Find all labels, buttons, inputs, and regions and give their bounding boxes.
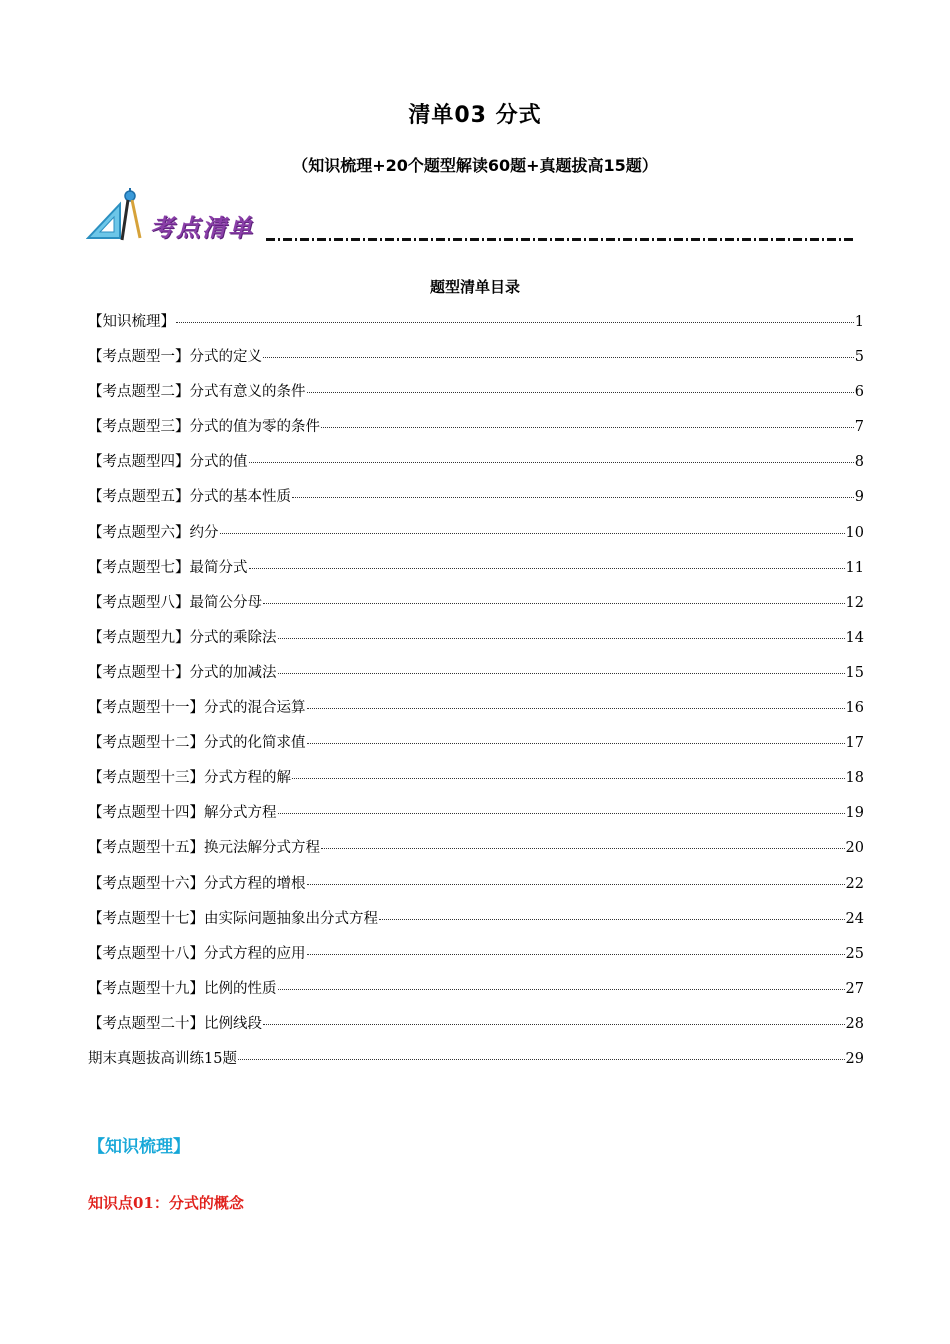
toc-entry[interactable] bbox=[88, 801, 864, 836]
toc-entry-page: 27 bbox=[845, 980, 864, 997]
toc-entry[interactable] bbox=[88, 310, 864, 345]
toc-entry-label: 【考点题型十九】比例的性质 bbox=[88, 980, 277, 997]
toc-entry[interactable] bbox=[88, 872, 864, 907]
toc-entry-label: 【考点题型九】分式的乘除法 bbox=[88, 629, 277, 646]
toc-entry[interactable] bbox=[88, 696, 864, 731]
toc-leader-dots bbox=[307, 884, 845, 885]
knowledge-point-heading: 知识点01：分式的概念 bbox=[88, 1194, 244, 1212]
toc-entry[interactable] bbox=[88, 521, 864, 556]
toc-entry-page: 8 bbox=[854, 454, 864, 471]
toc-leader-dots bbox=[321, 427, 854, 428]
toc-entry[interactable] bbox=[88, 766, 864, 801]
toc-entry[interactable] bbox=[88, 591, 864, 626]
toc-entry-label: 【知识梳理】 bbox=[88, 314, 175, 330]
toc-entry[interactable] bbox=[88, 415, 864, 450]
toc-entry-label: 期末真题拔高训练15题 bbox=[88, 1050, 237, 1067]
toc-entry[interactable] bbox=[88, 450, 864, 485]
toc-entry-label: 【考点题型五】分式的基本性质 bbox=[88, 489, 291, 506]
section-banner bbox=[86, 186, 856, 246]
toc-leader-dots bbox=[307, 743, 845, 744]
toc-entry-label: 【考点题型十】分式的加减法 bbox=[88, 664, 277, 681]
toc-entry-page: 14 bbox=[845, 629, 864, 646]
banner-divider bbox=[266, 238, 856, 241]
toc-leader-dots bbox=[263, 1024, 845, 1025]
toc-leader-dots bbox=[263, 357, 854, 358]
toc-entry[interactable] bbox=[88, 1012, 864, 1047]
toc-leader-dots bbox=[238, 1059, 845, 1060]
toc-leader-dots bbox=[249, 462, 854, 463]
toc-entry-label: 【考点题型三】分式的值为零的条件 bbox=[88, 419, 320, 436]
toc-entry-page: 22 bbox=[845, 875, 864, 892]
toc-entry-page: 19 bbox=[845, 805, 864, 822]
toc-entry[interactable] bbox=[88, 626, 864, 661]
toc-leader-dots bbox=[278, 813, 845, 814]
toc-entry-page: 17 bbox=[845, 735, 864, 752]
toc-leader-dots bbox=[278, 638, 845, 639]
toc-entry[interactable] bbox=[88, 907, 864, 942]
page-title: 清单03 分式 bbox=[408, 103, 542, 128]
toc-entry-page: 11 bbox=[845, 559, 864, 576]
toc-entry-label: 【考点题型二十】比例线段 bbox=[88, 1015, 262, 1032]
toc-entry[interactable] bbox=[88, 977, 864, 1012]
toc-entry-page: 20 bbox=[845, 840, 864, 857]
toc-entry-page: 24 bbox=[845, 910, 864, 927]
toc-entry[interactable] bbox=[88, 485, 864, 520]
toc-entry-page: 5 bbox=[854, 349, 864, 366]
toc-leader-dots bbox=[307, 954, 845, 955]
ruler-compass-icon bbox=[86, 186, 148, 244]
toc-entry-page: 10 bbox=[845, 524, 864, 541]
toc-entry-label: 【考点题型一】分式的定义 bbox=[88, 349, 262, 366]
toc-entry[interactable] bbox=[88, 1047, 864, 1082]
toc-entry-label: 【考点题型十三】分式方程的解 bbox=[88, 770, 291, 787]
toc-entry-page: 18 bbox=[845, 770, 864, 787]
table-of-contents bbox=[88, 310, 864, 1082]
toc-leader-dots bbox=[292, 778, 845, 779]
toc-entry-label: 【考点题型十二】分式的化简求值 bbox=[88, 735, 306, 752]
toc-entry[interactable] bbox=[88, 836, 864, 871]
toc-leader-dots bbox=[321, 848, 845, 849]
toc-entry-label: 【考点题型十八】分式方程的应用 bbox=[88, 945, 306, 962]
toc-entry-label: 【考点题型四】分式的值 bbox=[88, 454, 248, 471]
page-subtitle: （知识梳理+20个题型解读60题+真题拔高15题） bbox=[292, 156, 658, 175]
banner-title: 考点清单 bbox=[150, 213, 254, 242]
toc-entry-page: 15 bbox=[845, 664, 864, 681]
toc-entry[interactable] bbox=[88, 380, 864, 415]
toc-entry[interactable] bbox=[88, 345, 864, 380]
toc-leader-dots bbox=[379, 919, 845, 920]
toc-leader-dots bbox=[278, 673, 845, 674]
toc-entry[interactable] bbox=[88, 942, 864, 977]
toc-entry-page: 25 bbox=[845, 945, 864, 962]
toc-leader-dots bbox=[176, 322, 854, 323]
toc-entry-page: 12 bbox=[845, 594, 864, 611]
toc-leader-dots bbox=[220, 533, 845, 534]
toc-leader-dots bbox=[307, 392, 854, 393]
toc-entry-label: 【考点题型二】分式有意义的条件 bbox=[88, 384, 306, 401]
toc-entry[interactable] bbox=[88, 731, 864, 766]
toc-leader-dots bbox=[278, 989, 845, 990]
toc-entry-page: 29 bbox=[845, 1050, 864, 1067]
toc-entry-page: 7 bbox=[854, 419, 864, 436]
toc-entry-page: 9 bbox=[854, 489, 864, 506]
toc-entry-label: 【考点题型十七】由实际问题抽象出分式方程 bbox=[88, 910, 378, 927]
toc-entry-label: 【考点题型八】最简公分母 bbox=[88, 594, 262, 611]
toc-leader-dots bbox=[292, 497, 854, 498]
toc-entry-label: 【考点题型十六】分式方程的增根 bbox=[88, 875, 306, 892]
knowledge-heading: 【知识梳理】 bbox=[88, 1137, 190, 1157]
toc-entry-label: 【考点题型十四】解分式方程 bbox=[88, 805, 277, 822]
toc-entry-page: 28 bbox=[845, 1015, 864, 1032]
toc-entry-page: 16 bbox=[845, 700, 864, 717]
toc-title: 题型清单目录 bbox=[429, 278, 520, 296]
toc-leader-dots bbox=[249, 568, 845, 569]
toc-entry[interactable] bbox=[88, 661, 864, 696]
toc-leader-dots bbox=[307, 708, 845, 709]
toc-entry-label: 【考点题型六】约分 bbox=[88, 524, 219, 541]
toc-entry-label: 【考点题型十一】分式的混合运算 bbox=[88, 700, 306, 717]
toc-entry[interactable] bbox=[88, 556, 864, 591]
toc-entry-label: 【考点题型七】最简分式 bbox=[88, 559, 248, 576]
toc-entry-label: 【考点题型十五】换元法解分式方程 bbox=[88, 840, 320, 857]
toc-leader-dots bbox=[263, 603, 845, 604]
toc-entry-page: 6 bbox=[854, 384, 864, 401]
toc-entry-page: 1 bbox=[854, 314, 864, 330]
